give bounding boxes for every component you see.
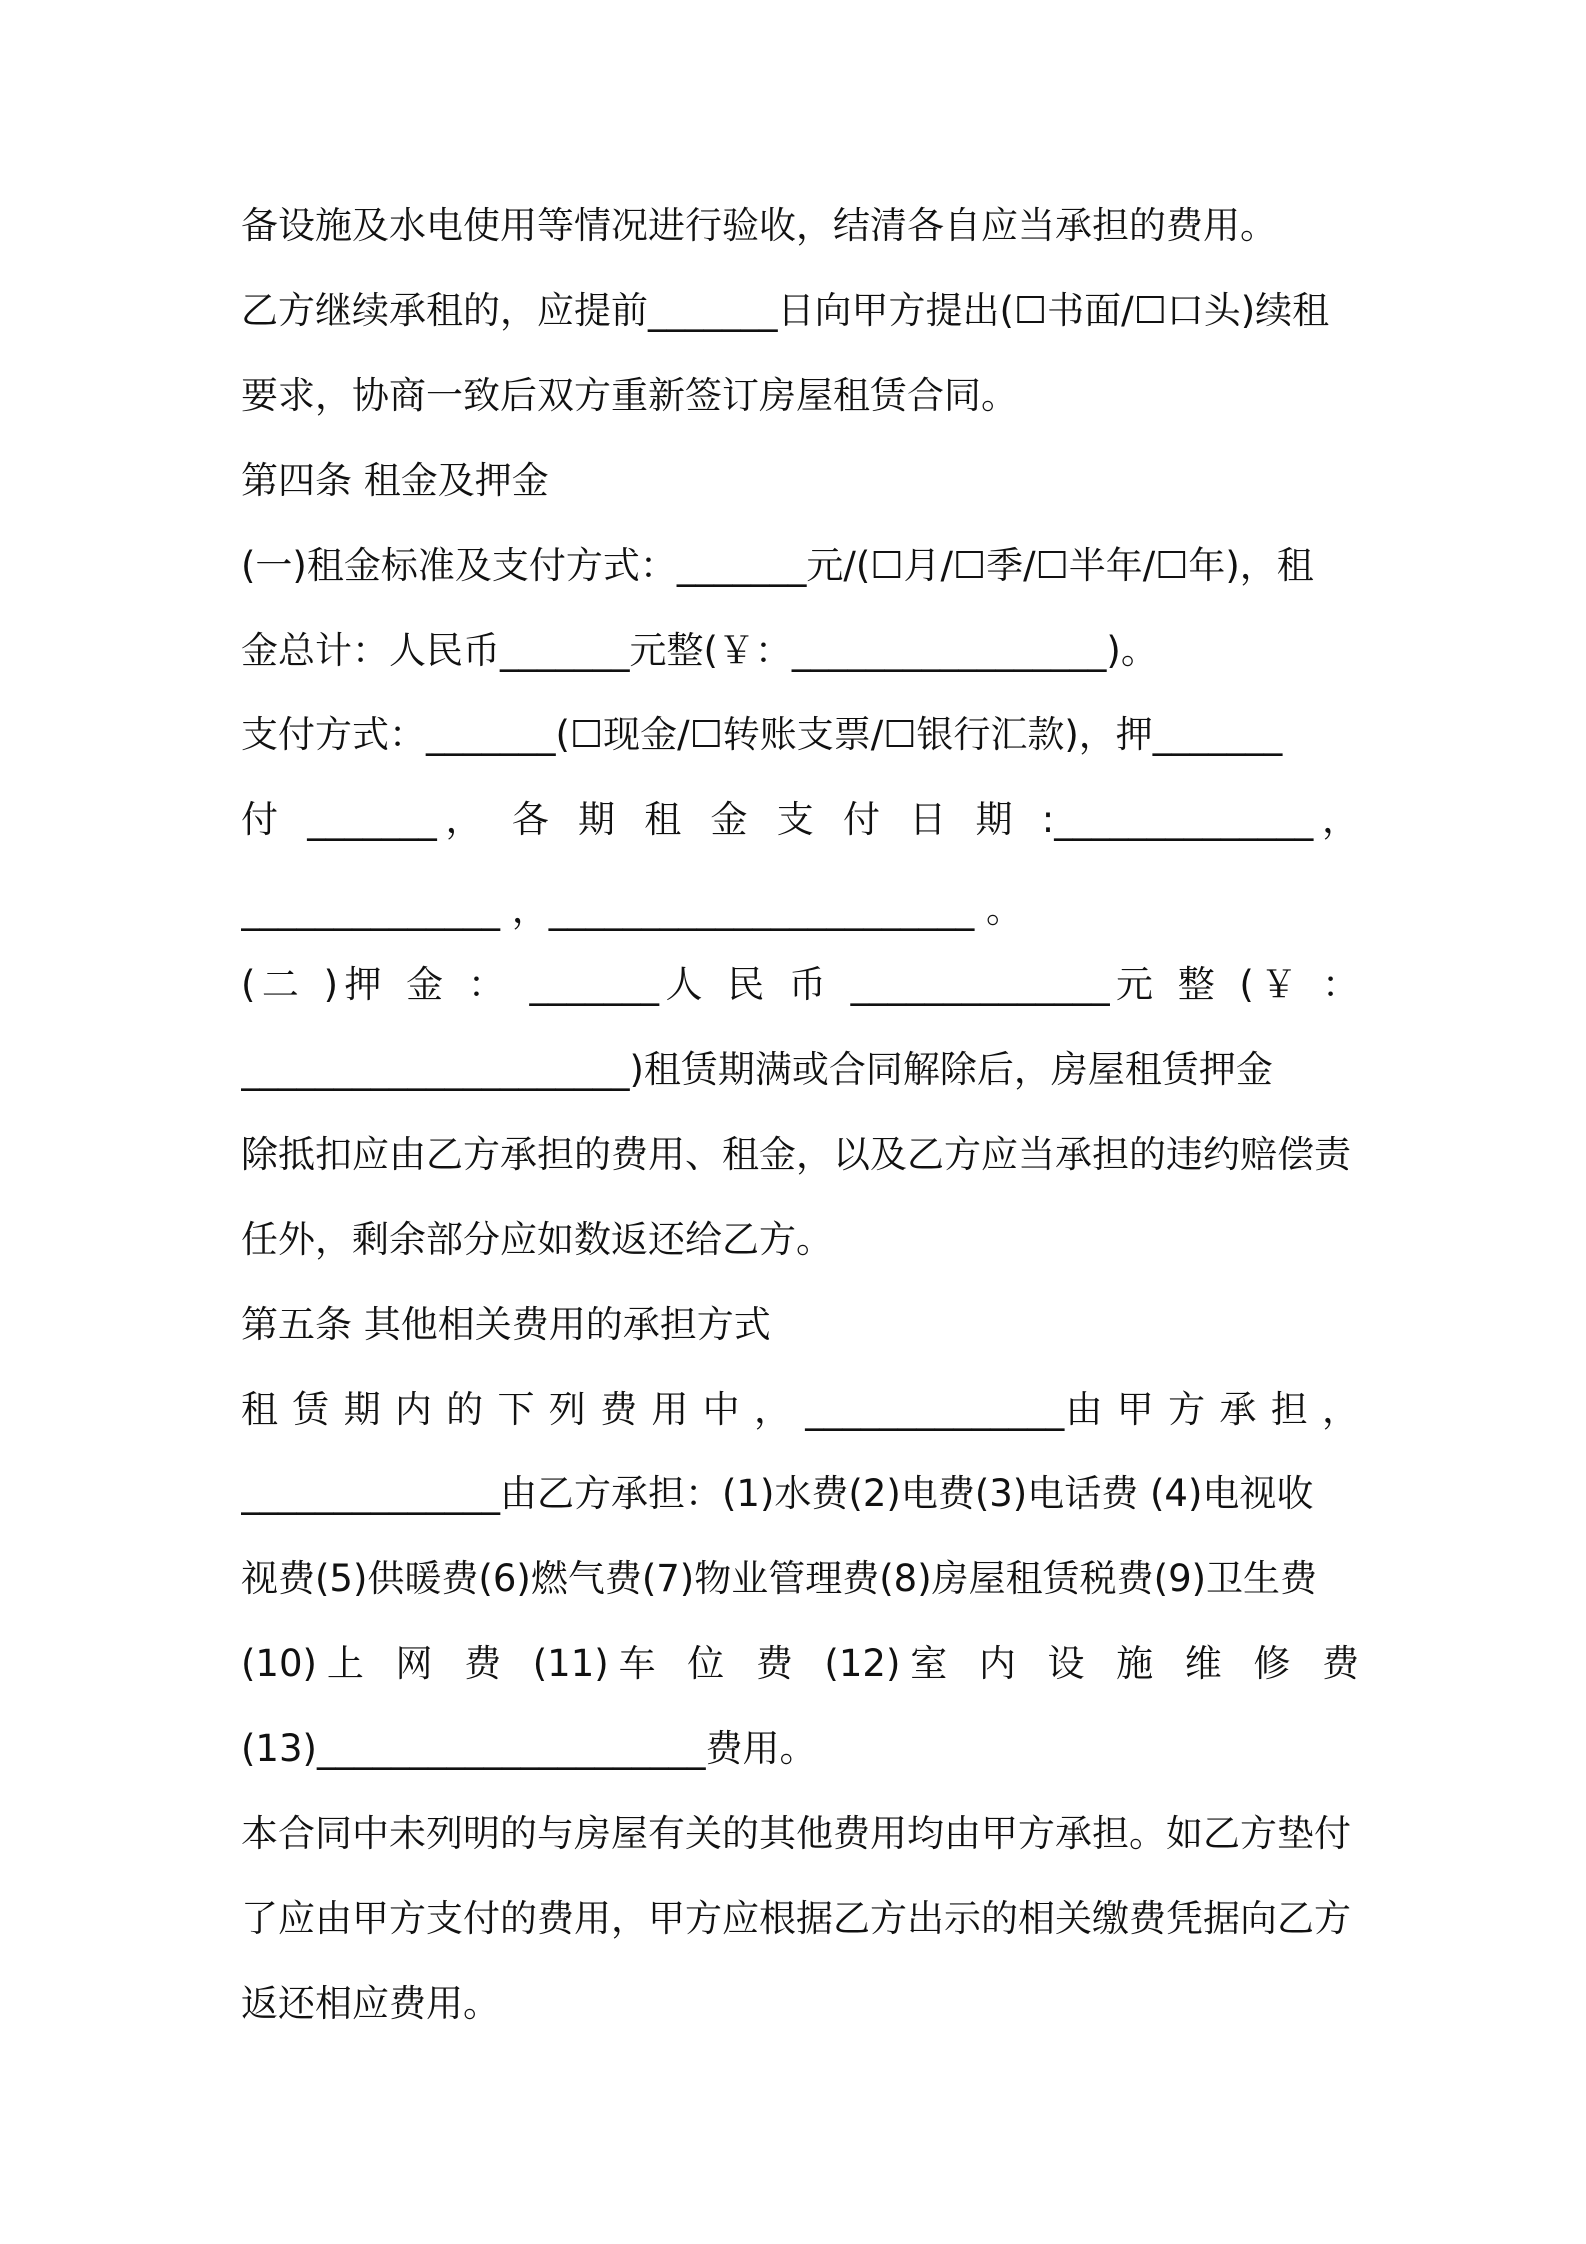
section-heading-article-4: 第四条 租金及押金: [241, 459, 549, 502]
text-line: (13)_____________________费用。: [241, 1727, 817, 1770]
text-line: ______________ ，_______________________ 。: [241, 888, 1024, 931]
text-line: (一)租金标准及支付方式：_______元/(☐月/☐季/☐半年/☐年)，租: [241, 544, 1314, 587]
text-line: 返还相应费用。: [241, 1982, 500, 2025]
text-line: ______________由乙方承担：(1)水费(2)电费(3)电话费 (4)电视收: [241, 1472, 1314, 1515]
text-line: 金总计：人民币_______元整(￥：_________________)。: [241, 629, 1158, 672]
text-line: (二 )押 金 ： _______人 民 币 ______________元 整 (￥ ：: [241, 963, 1359, 1006]
text-line: 备设施及水电使用等情况进行验收，结清各自应当承担的费用。: [241, 204, 1277, 247]
text-line: _____________________)租赁期满或合同解除后，房屋租赁押金: [241, 1048, 1273, 1091]
section-heading-article-5: 第五条 其他相关费用的承担方式: [241, 1303, 771, 1346]
text-line: 付 _______， 各 期 租 金 支 付 日 期 :______________，: [241, 798, 1359, 841]
text-line: 租 赁 期 内 的 下 列 费 用 中 ， ______________由 甲 方 承 担 ，: [241, 1388, 1359, 1431]
text-line: 要求，协商一致后双方重新签订房屋租赁合同。: [241, 374, 1018, 417]
text-line: 视费(5)供暖费(6)燃气费(7)物业管理费(8)房屋租赁税费(9)卫生费: [241, 1557, 1318, 1600]
text-line: 支付方式：_______(☐现金/☐转账支票/☐银行汇款)，押_______: [241, 713, 1283, 756]
text-line: 乙方继续承租的，应提前_______日向甲方提出(☐书面/☐口头)续租: [241, 289, 1330, 332]
text-line: (10)上 网 费 (11)车 位 费 (12)室 内 设 施 维 修 费: [241, 1642, 1359, 1685]
text-line: 本合同中未列明的与房屋有关的其他费用均由甲方承担。如乙方垫付: [241, 1812, 1351, 1855]
text-line: 除抵扣应由乙方承担的费用、租金，以及乙方应当承担的违约赔偿责: [241, 1133, 1351, 1176]
text-line: 任外，剩余部分应如数返还给乙方。: [241, 1218, 833, 1261]
text-line: 了应由甲方支付的费用，甲方应根据乙方出示的相关缴费凭据向乙方: [241, 1897, 1351, 1940]
